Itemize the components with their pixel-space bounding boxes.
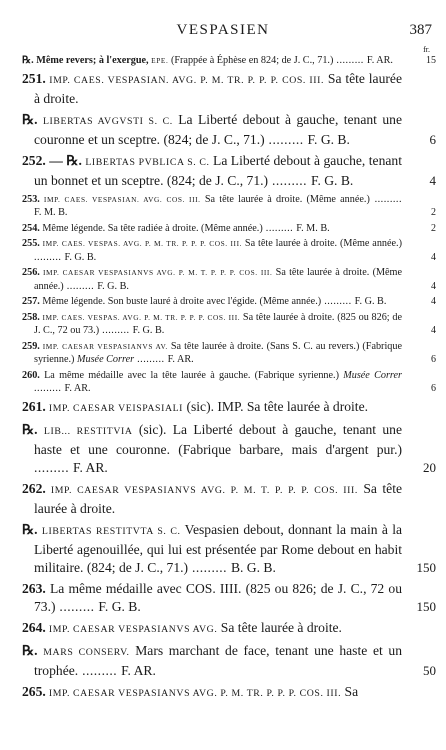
- entry-text: [22, 683, 402, 703]
- price-value: 6: [429, 131, 436, 147]
- leader-dots: .........: [188, 559, 231, 575]
- catalogue-entry: [22, 642, 436, 680]
- leader-dots: .........: [63, 280, 98, 292]
- entry-number: 251.: [22, 70, 46, 86]
- entry-text: [22, 398, 402, 418]
- entry-number: 260.: [22, 369, 40, 381]
- entry-number: 263.: [22, 580, 46, 596]
- entry-number: 259.: [22, 340, 40, 352]
- catalogue-entry: [22, 152, 436, 190]
- entry-text: [22, 311, 402, 338]
- leader-dots: .........: [134, 354, 168, 365]
- catalogue-entry: [22, 54, 436, 68]
- price-value: 4: [429, 172, 436, 188]
- leader-dots: .........: [333, 55, 367, 66]
- price-value: 20: [423, 459, 436, 475]
- coin-legend: IMP. CAES. VESPASIAN. AVG. COS. III.: [39, 194, 201, 204]
- leader-dots: .........: [268, 172, 311, 188]
- metal-grade: F. G. B.: [307, 131, 350, 147]
- coin-description: Sa tête laurée à droite. (Même année.): [34, 267, 402, 292]
- coin-legend: IMP. CAESAR VESPASIANVS AV.: [39, 341, 168, 351]
- price-value: 4: [431, 251, 436, 263]
- coin-description: Même légende. Son buste lauré à droite avec l'égide. (Même année.): [39, 296, 322, 307]
- metal-grade: F. G. B.: [310, 172, 354, 188]
- coin-description: La Liberté debout à gauche, tenant une couronne et un sceptre. (824; de J. C., 71.): [34, 111, 402, 147]
- metal-grade: F. G. B.: [354, 296, 387, 307]
- entry-text: [22, 369, 402, 396]
- reverse-marker: ℞.: [22, 111, 43, 127]
- price-value: 4: [431, 325, 436, 336]
- price-value: 4: [431, 280, 436, 292]
- coin-legend: IMP. CAESAR VESPASIANVS AVG. P. M. T. P. P. P. COS. III.: [45, 484, 358, 496]
- entry-text: [22, 266, 402, 293]
- coin-legend: IMP. CAESAR VESPASIANVS AVG. P. M. TR. P. P. P. COS. III.: [45, 687, 342, 699]
- price-value: 2: [431, 207, 436, 218]
- entry-number: 254.: [22, 222, 40, 234]
- metal-grade: F. M. B.: [34, 207, 68, 218]
- price-value: 150: [416, 598, 436, 614]
- leader-dots: .........: [55, 598, 99, 614]
- entry-text: [22, 152, 402, 190]
- coin-description: (Frappée à Éphèse en 824; de J. C., 71.): [168, 55, 334, 66]
- coin-legend: LIBERTAS RESTITVTA S. C.: [41, 525, 181, 537]
- coin-legend: MARS CONSERV.: [43, 646, 130, 658]
- coin-legend: IMP. CAESAR VESPASIANVS AVG. P. M. T. P. P. P. COS. III.: [39, 268, 273, 277]
- price-value: 6: [431, 383, 436, 394]
- catalogue-entry: [22, 193, 436, 220]
- coin-description: Sa tête laurée à droite. (Sans S. C. au revers.) (Fabrique syrienne.): [34, 340, 402, 365]
- collection-name: Musée Correr: [343, 369, 403, 381]
- entry-number: 261.: [22, 398, 46, 414]
- entry-text: [22, 111, 402, 149]
- entry-text: [22, 340, 402, 367]
- reverse-marker: ℞.: [22, 521, 42, 537]
- coin-description: Même légende. Sa tête radiée à droite. (Même année.): [39, 222, 263, 234]
- entry-text: [22, 295, 402, 309]
- catalogue-entry: [22, 266, 436, 293]
- price-value: 6: [431, 354, 436, 365]
- coin-legend: IMP. CAES. VESPAS. AVG. P. M. TR. P. P. P. COS. III.: [39, 239, 243, 248]
- leader-dots: .........: [262, 222, 297, 234]
- entry-number: 257.: [22, 296, 40, 307]
- catalogue-entry: [22, 295, 436, 309]
- entry-text: [22, 642, 402, 680]
- coin-description: La même médaille avec la tête laurée à gauche. (Fabrique syrienne.): [39, 369, 344, 381]
- coin-legend: EPE.: [151, 56, 169, 65]
- catalogue-entry: [22, 369, 436, 396]
- metal-grade: F. G. B.: [132, 325, 165, 336]
- coin-legend: IMP. CAES. VESPAS. AVG. P. M. TR. P. P. P. COS. III.: [39, 312, 241, 322]
- leader-dots: .........: [99, 325, 133, 336]
- leader-dots: .........: [78, 662, 122, 678]
- metal-grade: F. G. B.: [97, 280, 129, 292]
- catalogue-entry: [22, 421, 436, 477]
- metal-grade: F. AR.: [366, 55, 393, 66]
- coin-description: Sa tête laurée à droite. (Même année.): [200, 193, 370, 205]
- entry-text: [22, 193, 402, 220]
- entry-text: [22, 54, 402, 68]
- coin-description: Sa: [341, 683, 359, 699]
- price-value: 15: [426, 55, 436, 66]
- entry-text: [22, 580, 402, 616]
- catalogue-entry: [22, 340, 436, 367]
- page-title: VESPASIEN: [176, 22, 270, 38]
- coin-legend: IMP. CAESAR VEISPASIALI: [45, 402, 184, 414]
- metal-grade: F. AR.: [167, 354, 194, 365]
- entry-number: 252. —: [22, 152, 67, 168]
- leader-dots: .........: [34, 251, 65, 263]
- price-value: 50: [423, 662, 436, 678]
- price-value: 150: [416, 559, 436, 575]
- catalogue-entry: [22, 580, 436, 616]
- metal-grade: F. AR.: [72, 459, 108, 475]
- catalogue-entry: [22, 111, 436, 149]
- metal-grade: F. G. B.: [64, 251, 97, 263]
- coin-legend: IMP. CAES. VESPASIAN. AVG. P. M. TR. P. P. P. COS. III.: [45, 74, 325, 86]
- entry-number: 253.: [22, 193, 40, 205]
- price-value: 2: [431, 222, 436, 234]
- leader-dots: .........: [321, 296, 355, 307]
- coin-legend: IMP. CAESAR VESPASIANVS AVG.: [45, 623, 218, 635]
- entry-number: 255.: [22, 238, 40, 249]
- entry-text: [22, 237, 402, 264]
- coin-legend: LIB... RESTITVIA: [43, 425, 133, 437]
- catalogue-entry: [22, 311, 436, 338]
- entry-text: [22, 480, 402, 518]
- coin-description: (sic). IMP. Sa tête laurée à droite.: [183, 398, 369, 414]
- metal-grade: F. AR.: [121, 662, 156, 678]
- coin-description: Sa tête laurée à droite. (825 ou 826; de J. C., 72 ou 73.): [34, 311, 402, 336]
- collection-name: Musée Correr: [77, 354, 135, 365]
- catalogue-entries: [22, 54, 436, 706]
- entry-number: 262.: [22, 480, 46, 496]
- coin-description: Sa tête laurée à droite. (Même année.): [242, 238, 402, 249]
- metal-grade: F. M. B.: [296, 222, 330, 234]
- entry-number: 265.: [22, 683, 46, 699]
- reverse-marker: ℞. Même revers; à l'exergue,: [22, 55, 152, 66]
- catalogue-entry: [22, 683, 402, 703]
- coin-description: Vespasien debout, donnant la main à la Liberté agenouillée, qui lui est présentée par Rome debout en habit militaire. (824; de J. C., 71.): [34, 521, 403, 575]
- entry-text: [22, 222, 402, 236]
- reverse-marker: ℞.: [66, 152, 86, 168]
- page-number: 387: [409, 22, 432, 38]
- entry-text: [22, 619, 402, 639]
- leader-dots: .........: [369, 193, 402, 205]
- metal-grade: F. AR.: [64, 383, 91, 394]
- catalogue-entry: [22, 619, 402, 639]
- coin-description: Sa tête laurée à droite.: [217, 619, 342, 635]
- entry-spacer: [22, 703, 402, 706]
- leader-dots: .........: [34, 459, 73, 475]
- price-value: 4: [431, 296, 436, 307]
- entry-number: 258.: [22, 311, 40, 323]
- catalogue-entry: [22, 398, 402, 418]
- coin-legend: LIBERTAS PVBLICA S. C.: [85, 156, 210, 168]
- entry-number: 256.: [22, 267, 40, 278]
- entry-number: 264.: [22, 619, 46, 635]
- catalogue-entry: [22, 222, 436, 236]
- catalogue-entry: [22, 70, 402, 108]
- metal-grade: F. G. B.: [98, 598, 141, 614]
- coin-description: La même médaille avec COS. IIII. (825 ou 826; de J. C., 72 ou 73.): [34, 580, 402, 614]
- entry-text: [22, 421, 402, 477]
- entry-text: [22, 521, 402, 577]
- price-unit-label: fr.: [423, 45, 430, 54]
- reverse-marker: ℞.: [22, 642, 44, 658]
- coin-description: (sic). La Liberté debout à gauche, tenant une haste et une couronne. (Fabrique barbare, mais d'argent pur.): [34, 421, 403, 457]
- coin-description: Sa tête laurée à droite.: [34, 70, 402, 106]
- coin-legend: LIBERTAS AVGVSTI S. C.: [42, 115, 173, 127]
- catalogue-entry: [22, 237, 436, 264]
- coin-description: La Liberté debout à gauche, tenant un bonnet et un sceptre. (824; de J. C., 71.): [34, 152, 402, 188]
- coin-description: Sa tête laurée à droite.: [34, 480, 402, 516]
- entry-text: [22, 70, 402, 108]
- running-header: [0, 22, 446, 42]
- catalogue-entry: [22, 521, 436, 577]
- metal-grade: B. G. B.: [230, 559, 276, 575]
- coin-description: Mars marchant de face, tenant une haste et un trophée.: [34, 642, 403, 678]
- leader-dots: .........: [34, 383, 65, 394]
- leader-dots: .........: [264, 131, 308, 147]
- catalogue-entry: [22, 480, 402, 518]
- reverse-marker: ℞.: [22, 421, 44, 437]
